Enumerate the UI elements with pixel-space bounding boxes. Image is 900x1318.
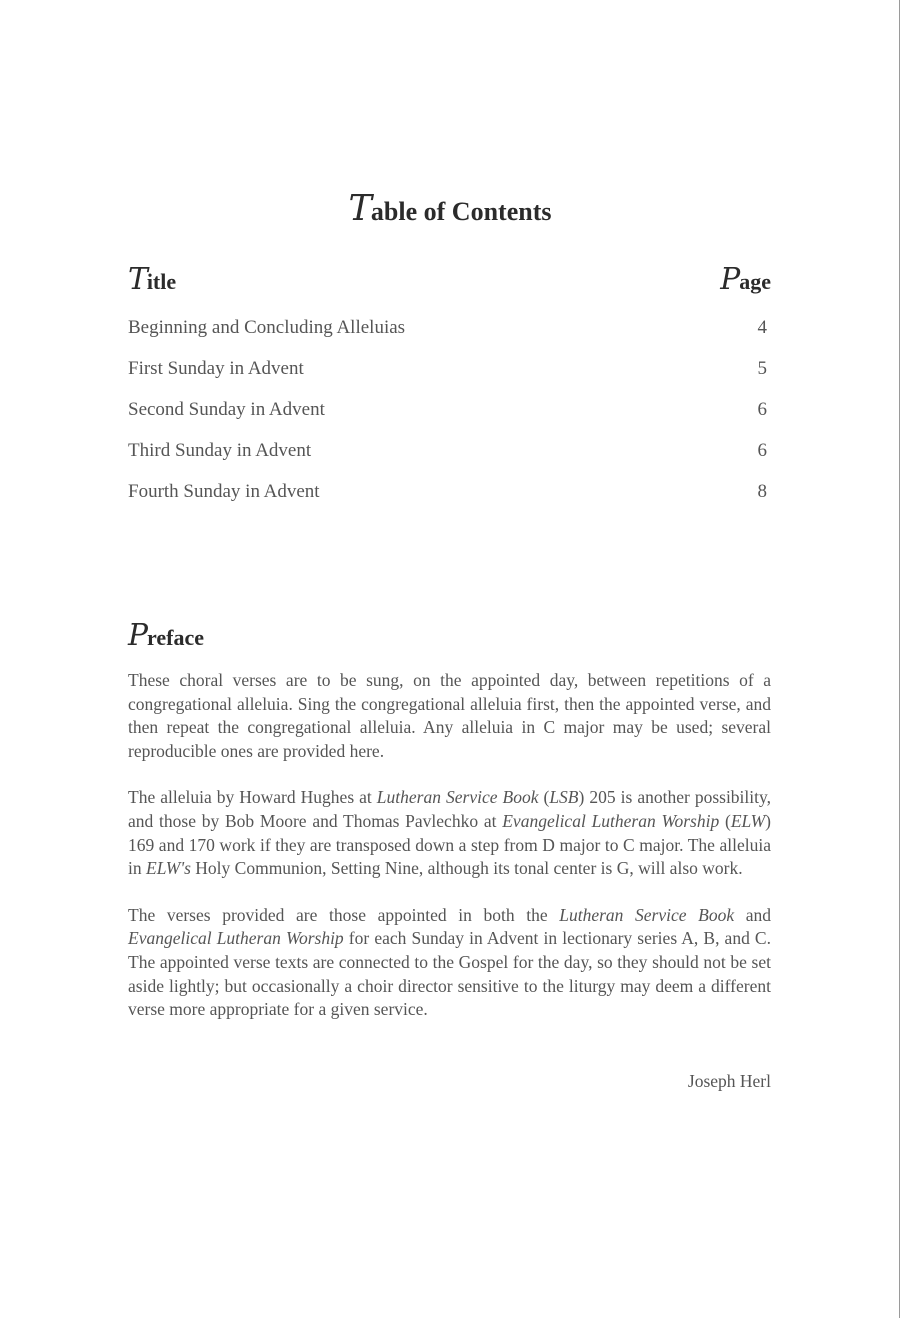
book-title: Lutheran Service Book xyxy=(376,787,539,808)
toc-column-page-rest: age xyxy=(739,269,771,294)
text-run: ) 205 is another possibility, and those by Bob Moore and Thomas Pavlechko at xyxy=(128,787,771,831)
text-run: ) 169 and 170 work if they are transposed down a step from D major to C major. The alleluia in xyxy=(128,810,771,879)
toc-column-page-initial: P xyxy=(720,262,740,297)
toc-list xyxy=(128,314,771,519)
toc-title-initial: T xyxy=(348,188,371,229)
toc-entry-page: 5 xyxy=(757,358,767,379)
toc-entry-title: Third Sunday in Advent xyxy=(128,440,312,461)
toc-title xyxy=(0,188,900,229)
preface-title-rest: reface xyxy=(146,625,204,650)
toc-entry-page: 4 xyxy=(757,317,767,338)
preface-paragraph-1: These choral verses are to be sung, on the appointed day, between repetitions of a congregational alleluia. Sing the congregational alleluia first, then the appointed verse, and then repeat the congregational alleluia. Any alleluia in C major may be used; several reproducible ones are provided here. xyxy=(128,670,771,761)
toc-entry-page: 6 xyxy=(757,399,767,420)
book-title: Evangelical Lutheran Worship xyxy=(128,928,344,949)
book-abbrev: LSB xyxy=(549,787,579,808)
toc-column-title-rest: itle xyxy=(146,269,177,294)
text-run: and xyxy=(734,904,772,925)
preface-title xyxy=(128,618,204,653)
text-run: The alleluia by Howard Hughes at xyxy=(128,787,377,808)
preface-signature: Joseph Herl xyxy=(687,1071,771,1091)
toc-title-rest: able of Contents xyxy=(370,197,552,226)
toc-entry[interactable] xyxy=(128,314,771,355)
toc-column-page-header xyxy=(720,262,771,297)
toc-column-headers xyxy=(128,262,771,297)
text-run: for each Sunday in Advent in lectionary series A, B, and C. The appointed verse texts are connected to the Gospel for the day, so they should not be set aside lightly; but occasionally a choir director sensitive to the liturgy may deem a different verse more appropriate for a given service. xyxy=(128,928,771,1020)
text-run: Holy Communion, Setting Nine, although its tonal center is G, will also work. xyxy=(190,858,743,879)
preface-body xyxy=(128,669,771,1045)
toc-entry-page: 6 xyxy=(757,440,767,461)
toc-entry[interactable] xyxy=(128,478,771,519)
toc-entry-title: Second Sunday in Advent xyxy=(128,399,325,420)
book-title: Lutheran Service Book xyxy=(559,904,735,925)
text-run: ( xyxy=(719,810,731,831)
preface-paragraph-3 xyxy=(128,904,771,1022)
toc-column-title-initial: T xyxy=(128,262,147,297)
toc-entry-page: 8 xyxy=(757,481,767,502)
preface-title-initial: P xyxy=(128,618,147,653)
toc-entry-title: Fourth Sunday in Advent xyxy=(128,481,320,502)
book-abbrev: ELW's xyxy=(146,858,191,879)
toc-column-title-header xyxy=(128,262,176,297)
toc-entry[interactable] xyxy=(128,396,771,437)
book-abbrev: ELW xyxy=(730,810,766,831)
toc-entry-title: First Sunday in Advent xyxy=(128,358,304,379)
toc-entry[interactable] xyxy=(128,355,771,396)
toc-entry-title: Beginning and Concluding Alleluias xyxy=(128,317,406,338)
book-title: Evangelical Lutheran Worship xyxy=(502,810,720,831)
preface-paragraph-2 xyxy=(128,786,771,880)
text-run: ( xyxy=(538,787,550,808)
toc-entry[interactable] xyxy=(128,437,771,478)
text-run: The verses provided are those appointed in both the xyxy=(128,904,560,925)
